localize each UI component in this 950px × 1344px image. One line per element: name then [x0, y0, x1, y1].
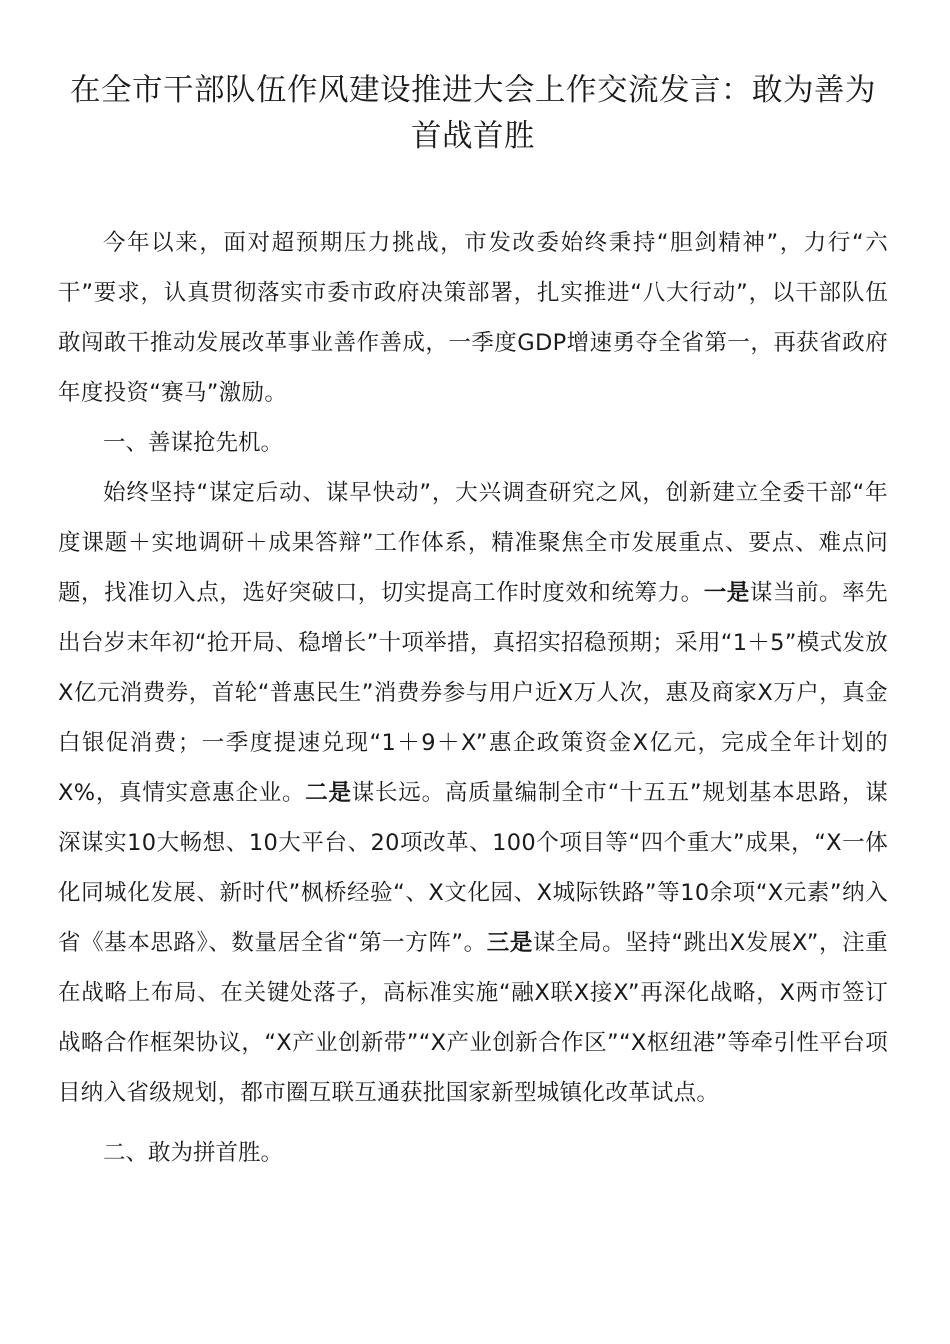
section-heading-2: 二、敢为拼首胜。 — [103, 1140, 284, 1166]
point-2-label: 二是 — [305, 780, 352, 806]
point-3-label: 三是 — [486, 930, 533, 956]
point-1-text: 谋当前。率先出台岁末年初“抢开局、稳增长”十项举措，真招实招稳预期；采用“1＋5”模式发放X亿元消费券，首轮“普惠民生”消费券参与用户近X万人次，惠及商家X万户，真金白银促消费；一季度提速兑现“1＋9＋X”惠企政策资金X亿元，完成全年计划的X%，真情实意惠企业。 — [58, 580, 888, 806]
point-1-label: 一是 — [703, 580, 750, 606]
section-heading-1: 一、善谋抢先机。 — [103, 430, 284, 456]
section-1-paragraph — [58, 468, 888, 1118]
point-2-text: 谋长远。高质量编制全市“十五五”规划基本思路，谋深谋实10大畅想、10大平台、20项改革、100个项目等“四个重大”成果，“X一体化同城化发展、新时代”枫桥经验“、X文化园、X城际铁路”等10余项“X元素”纳入省《基本思路》、数量居全省“第一方阵”。 — [58, 780, 888, 956]
point-3-text: 谋全局。坚持“跳出X发展X”，注重在战略上布局、在关键处落子，高标准实施“融X联X接X”再深化战略，X两市签订战略合作框架协议，“X产业创新带”“X产业创新合作区”“X枢纽港”等牵引性平台项目纳入省级规划，都市圈互联互通获批国家新型城镇化改革试点。 — [58, 930, 888, 1106]
intro-paragraph: 今年以来，面对超预期压力挑战，市发改委始终秉持“胆剑精神”，力行“六干”要求，认真贯彻落实市委市政府决策部署，扎实推进“八大行动”，以干部队伍敢闯敢干推动发展改革事业善作善成，一季度GDP增速勇夺全省第一，再获省政府年度投资“赛马”激励。 — [58, 230, 888, 406]
document-title: 在全市干部队伍作风建设推进大会上作交流发言：敢为善为首战首胜 — [70, 73, 876, 154]
section-1-lead: 始终坚持“谋定后动、谋早快动”，大兴调查研究之风，创新建立全委干部“年度课题＋实地调研＋成果答辩”工作体系，精准聚焦全市发展重点、要点、难点问题，找准切入点，选好突破口，切实提高工作时度效和统筹力。 — [58, 480, 888, 606]
